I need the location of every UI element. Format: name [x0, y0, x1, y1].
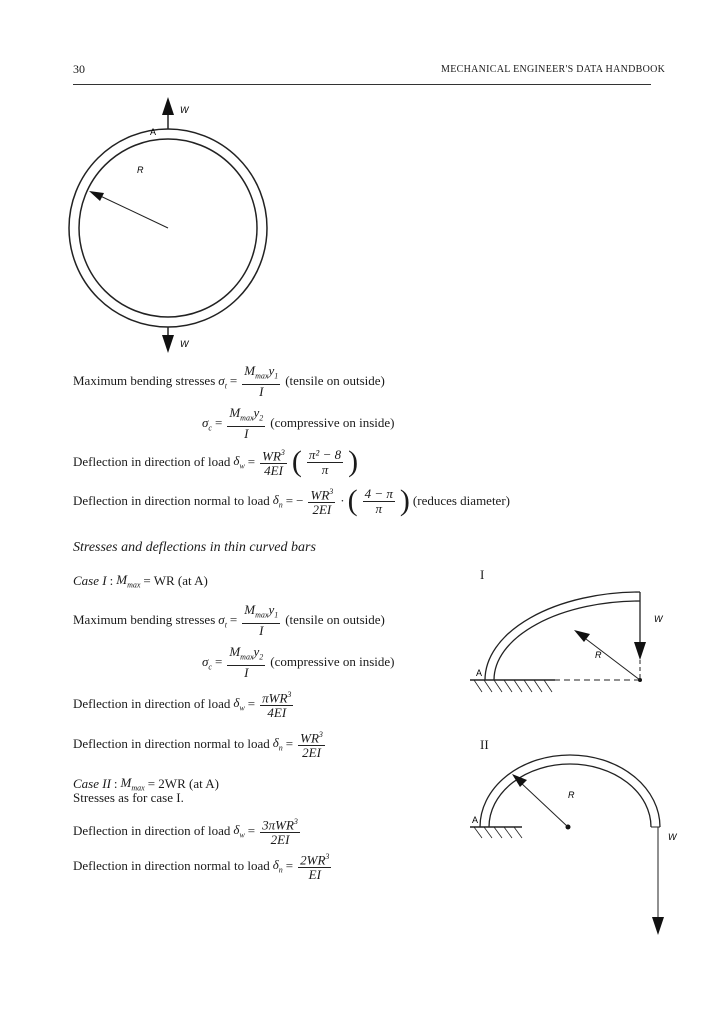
- ring-compressive-stress: $\sigma_c$ = $\frac{M_{max}y_2}{I}$ (compressive on inside): [202, 405, 395, 441]
- figure-I-point-a: A: [476, 668, 483, 678]
- section-heading: Stresses and deflections in thin curved bars: [73, 540, 316, 555]
- arrow-up-icon: [162, 97, 174, 115]
- radius-arrow-icon: [89, 191, 104, 201]
- ring-tensile-stress: Maximum bending stresses $\sigma_t$ = $\frac{M_{max}y_1}{I}$ (tensile on outside): [73, 363, 385, 399]
- figure-II-point-a: A: [472, 815, 479, 825]
- case2-deflection-load: Deflection in direction of load $\delta_w$ = $\frac{3\pi WR^3}{2EI}$: [73, 817, 298, 848]
- case1-deflection-normal: Deflection in direction normal to load $\delta_n$ = $\frac{WR^3}{2EI}$: [73, 730, 323, 761]
- figure-II-semicircular-arch: [460, 730, 680, 945]
- figure-II-load-label: W: [668, 832, 677, 842]
- ring-figure: [60, 95, 280, 360]
- ring-load-top: W: [180, 105, 189, 115]
- arrow-down-icon: [162, 335, 174, 353]
- load-arrow-icon: [634, 642, 646, 660]
- load-arrow-icon: [652, 917, 664, 935]
- figure-I-quarter-arch: [460, 590, 680, 710]
- header-rule: [73, 84, 651, 85]
- figure-I-label: I: [480, 567, 485, 582]
- ring-load-bottom: W: [180, 339, 189, 349]
- case1-title: Case I : $M_{max}$ = WR (at A): [73, 572, 208, 590]
- case1-compressive-stress: $\sigma_c$ = $\frac{M_{max}y_2}{I}$ (compressive on inside): [202, 644, 395, 680]
- case1-deflection-load: Deflection in direction of load $\delta_w$ = $\frac{\pi WR^3}{4EI}$: [73, 690, 292, 721]
- radius-arrow-icon: [512, 774, 527, 787]
- ring-point-a: A: [150, 127, 157, 137]
- figure-II-label: II: [480, 737, 489, 752]
- figure-I-radius-label: R: [595, 650, 602, 660]
- case1-tensile-stress: Maximum bending stresses $\sigma_t$ = $\frac{M_{max}y_1}{I}$ (tensile on outside): [73, 602, 385, 638]
- page-number: 30: [73, 62, 85, 76]
- ring-deflection-normal: Deflection in direction normal to load $\delta_n$ = − $\frac{WR^3}{2EI}$ · ( $\frac{4 - \pi}{\pi}$ ) (reduces diameter): [73, 484, 510, 518]
- case2-deflection-normal: Deflection in direction normal to load $\delta_n$ = $\frac{2WR^3}{EI}$: [73, 852, 330, 883]
- ring-radius-label: R: [137, 165, 144, 175]
- ring-deflection-load: Deflection in direction of load $\delta_w$ = $\frac{WR^3}{4EI}$ ( $\frac{\text{π² − 8}}{\pi}$ ): [73, 445, 359, 479]
- case2-title: Case II : $M_{max}$ = 2WR (at A): [73, 775, 219, 793]
- figure-I-load-label: W: [654, 614, 663, 624]
- case2-stresses-note: Stresses as for case I.: [73, 790, 184, 805]
- figure-II-radius-label: R: [568, 790, 575, 800]
- running-title: MECHANICAL ENGINEER'S DATA HANDBOOK: [441, 64, 666, 75]
